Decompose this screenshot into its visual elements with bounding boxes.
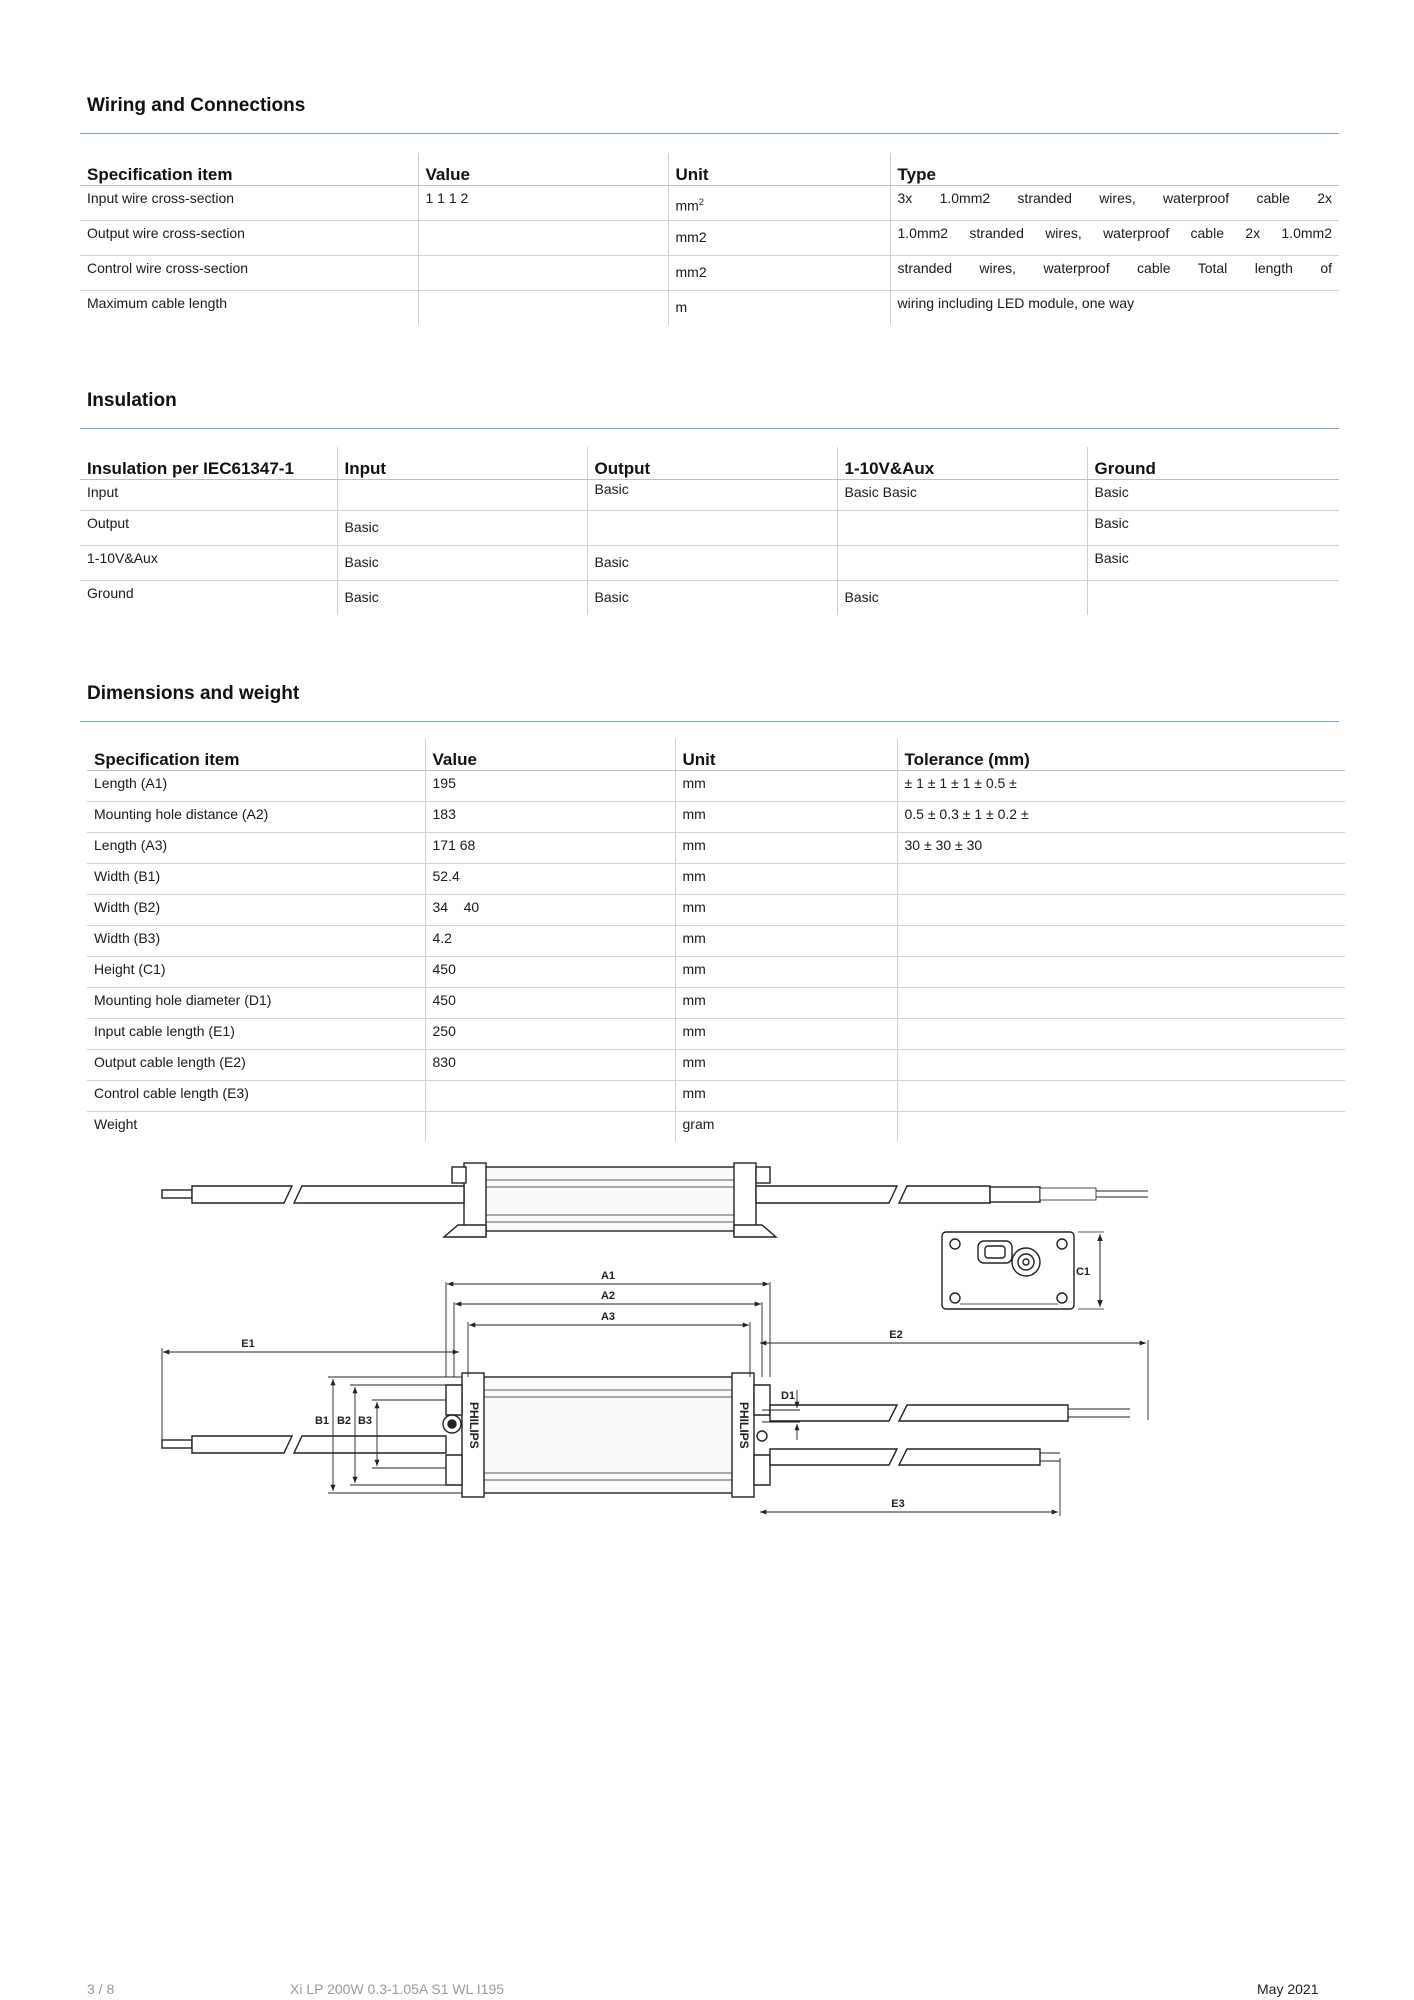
- label-e3: E3: [891, 1498, 905, 1510]
- table-cell: Height (C1): [87, 957, 425, 988]
- table-cell: ± 1 ± 1 ± 1 ± 0.5 ±: [897, 771, 1345, 802]
- table-cell: mm: [675, 1081, 897, 1112]
- table-cell: Basic: [337, 581, 587, 616]
- table-cell: Input cable length (E1): [87, 1019, 425, 1050]
- column-header: 1-10V&Aux: [837, 447, 1087, 480]
- table-cell: 30 ± 30 ± 30: [897, 833, 1345, 864]
- table-cell: Basic: [1087, 511, 1339, 546]
- table-cell: Input wire cross-section: [80, 186, 418, 221]
- label-e2: E2: [889, 1329, 903, 1341]
- table-cell: 250: [425, 1019, 675, 1050]
- table-cell: 195: [425, 771, 675, 802]
- column-header: Specification item: [87, 738, 425, 771]
- table-cell: Output wire cross-section: [80, 221, 418, 256]
- table-cell: 34 40: [425, 895, 675, 926]
- label-a2: A2: [600, 1290, 616, 1302]
- label-a3: A3: [600, 1311, 616, 1323]
- table-cell: mm: [675, 926, 897, 957]
- column-header: Value: [418, 153, 668, 186]
- table-cell: Basic: [587, 581, 837, 616]
- table-cell: 450: [425, 988, 675, 1019]
- table-cell: 830: [425, 1050, 675, 1081]
- table-cell: Basic: [587, 480, 837, 511]
- table-cell: Input: [80, 480, 337, 511]
- table-cell: mm: [675, 802, 897, 833]
- table-cell: mm: [675, 1050, 897, 1081]
- table-cell: Maximum cable length: [80, 291, 418, 326]
- column-header: Tolerance (mm): [897, 738, 1345, 771]
- label-b1: B1: [314, 1415, 330, 1427]
- table-cell: Basic: [1087, 546, 1339, 581]
- table-cell: mm2: [668, 256, 890, 291]
- table-cell: Control wire cross-section: [80, 256, 418, 291]
- table-cell: Basic: [837, 581, 1087, 616]
- insulation-section-title: Insulation: [87, 390, 177, 411]
- table-cell: Weight: [87, 1112, 425, 1143]
- table-cell: Basic: [1087, 480, 1339, 511]
- table-cell: Length (A1): [87, 771, 425, 802]
- table-cell: Width (B2): [87, 895, 425, 926]
- table-cell: 1-10V&Aux: [80, 546, 337, 581]
- label-e1: E1: [241, 1338, 255, 1350]
- table-cell: m: [668, 291, 890, 326]
- plan-view-output-cables: [770, 1405, 1130, 1465]
- label-d1: D1: [780, 1390, 796, 1402]
- table-cell: Basic: [337, 511, 587, 546]
- dimensions-section-title: Dimensions and weight: [87, 683, 300, 704]
- table-cell: mm: [675, 864, 897, 895]
- table-cell: mm: [675, 988, 897, 1019]
- table-cell: 0.5 ± 0.3 ± 1 ± 0.2 ±: [897, 802, 1345, 833]
- table-cell: mm: [675, 957, 897, 988]
- label-c1: C1: [1075, 1266, 1091, 1278]
- brand-logo-left: PHILIPS: [467, 1402, 481, 1449]
- table-cell: Output cable length (E2): [87, 1050, 425, 1081]
- product-name: Xi LP 200W 0.3-1.05A S1 WL I195: [290, 1981, 505, 1997]
- table-cell: Control cable length (E3): [87, 1081, 425, 1112]
- column-header: Value: [425, 738, 675, 771]
- label-a1: A1: [600, 1270, 616, 1282]
- table-cell: Basic Basic: [837, 480, 1087, 511]
- table-cell: Ground: [80, 581, 337, 616]
- table-cell: wiring including LED module, one way: [890, 291, 1339, 326]
- document-date: May 2021: [1257, 1981, 1319, 1997]
- table-cell: stranded wires, waterproof cable Total length of: [890, 256, 1339, 291]
- table-cell: 4.2: [425, 926, 675, 957]
- table-cell: 171 68: [425, 833, 675, 864]
- table-cell: Width (B1): [87, 864, 425, 895]
- brand-logo-right: PHILIPS: [737, 1402, 751, 1449]
- table-cell: Basic: [587, 546, 837, 581]
- table-cell: 1 1 1 2: [418, 186, 668, 221]
- table-cell: 52.4: [425, 864, 675, 895]
- page-number: 3 / 8: [87, 1981, 115, 1997]
- table-cell: Length (A3): [87, 833, 425, 864]
- column-header: Specification item: [80, 153, 418, 186]
- table-cell: Width (B3): [87, 926, 425, 957]
- column-header: Ground: [1087, 447, 1339, 480]
- column-header: Unit: [668, 153, 890, 186]
- column-header: Input: [337, 447, 587, 480]
- unit-text: mm: [675, 197, 699, 214]
- table-cell: mm: [675, 895, 897, 926]
- table-cell: Basic: [337, 546, 587, 581]
- table-cell: mm: [675, 771, 897, 802]
- label-b3: B3: [357, 1415, 373, 1427]
- table-cell: mm2: [668, 221, 890, 256]
- table-cell: Mounting hole distance (A2): [87, 802, 425, 833]
- table-cell: 183: [425, 802, 675, 833]
- table-cell: Output: [80, 511, 337, 546]
- side-view-output-cable: [756, 1186, 1148, 1203]
- column-header: Insulation per IEC61347-1: [80, 447, 337, 480]
- table-cell: mm: [675, 1019, 897, 1050]
- table-cell: gram: [675, 1112, 897, 1143]
- label-b2: B2: [336, 1415, 352, 1427]
- column-header: Unit: [675, 738, 897, 771]
- plan-view-driver: [443, 1373, 770, 1497]
- table-cell: mm: [675, 833, 897, 864]
- table-cell: Mounting hole diameter (D1): [87, 988, 425, 1019]
- column-header: Output: [587, 447, 837, 480]
- plan-view-input-cable: [162, 1436, 446, 1453]
- side-view-input-cable: [162, 1186, 464, 1203]
- table-cell: 1.0mm2 stranded wires, waterproof cable 2x 1.0mm2: [890, 221, 1339, 256]
- column-header: Type: [890, 153, 1339, 186]
- side-view-driver: [444, 1163, 776, 1237]
- wiring-section-title: Wiring and Connections: [87, 95, 306, 116]
- table-cell: 450: [425, 957, 675, 988]
- unit-superscript: 2: [698, 197, 704, 207]
- table-cell: 3x 1.0mm2 stranded wires, waterproof cable 2x: [890, 186, 1339, 221]
